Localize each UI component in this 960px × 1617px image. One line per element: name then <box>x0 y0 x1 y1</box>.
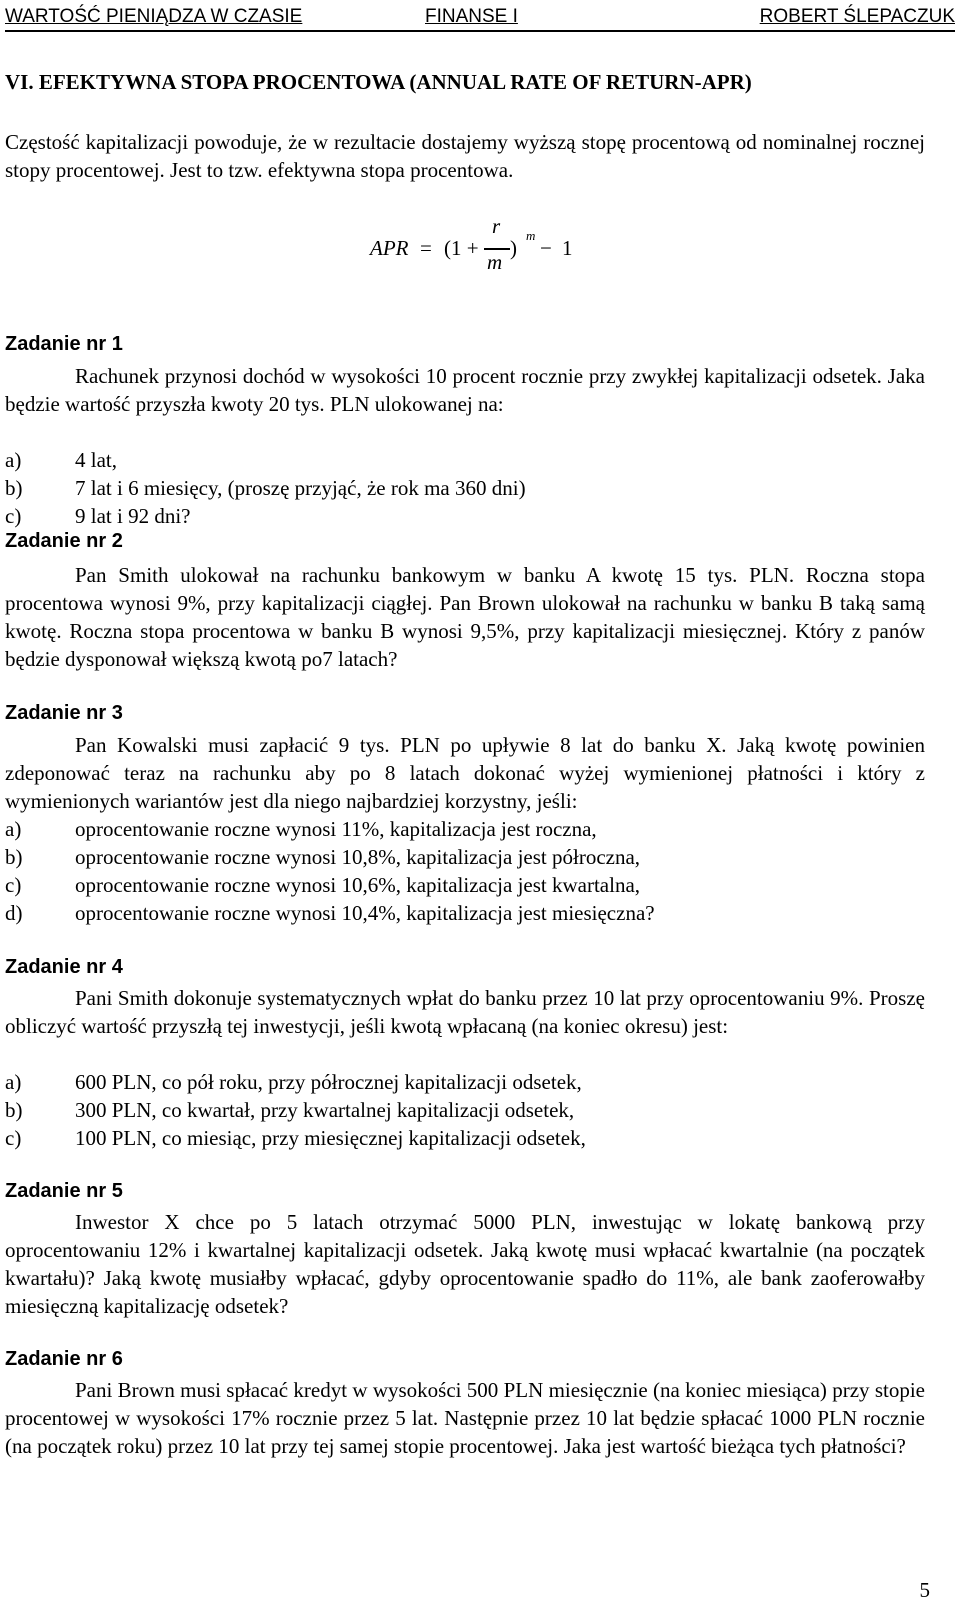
section-title: VI. EFEKTYWNA STOPA PROCENTOWA (ANNUAL RATE OF RETURN-APR) <box>5 70 752 94</box>
task-3-list <box>5 815 925 927</box>
list-item: a) 600 PLN, co pół roku, przy półrocznej kapitalizacji odsetek, <box>5 1070 582 1094</box>
formula-close: ) <box>510 236 517 260</box>
formula-minus: − <box>540 236 552 260</box>
list-item: c) 100 PLN, co miesiąc, przy miesięcznej kapitalizacji odsetek, <box>5 1126 586 1150</box>
list-item: c) 9 lat i 92 dni? <box>5 504 191 528</box>
header-center: FINANSE I <box>425 6 518 27</box>
list-item: b) oprocentowanie roczne wynosi 10,8%, kapitalizacja jest półroczna, <box>5 845 641 869</box>
formula-equals: = <box>420 236 432 260</box>
formula-one: 1 <box>562 236 573 260</box>
task-2-text: Pan Smith ulokował na rachunku bankowym w banku A kwotę 15 tys. PLN. Roczna stopa procentowa wynosi 9%, przy kapitalizacji ciągłej. Pan Brown ulokował na rachunku w banku B taką samą kwotę. Roczna stopa procentowa w banku B wynosi 9,5%, przy kapitalizacji miesięcznej. Który z panów będzie dysponował większą kwotą po7 latach? <box>5 563 925 671</box>
task-2-heading: Zadanie nr 2 <box>5 530 123 552</box>
header-right: ROBERT ŚLEPACZUK <box>759 6 955 27</box>
task-5-heading: Zadanie nr 5 <box>5 1180 123 1202</box>
task-6-text: Pani Brown musi spłacać kredyt w wysokości 500 PLN miesięcznie (na koniec miesiąca) przy stopie procentowej w wysokości 17% rocznie przez 5 lat. Następnie przez 10 lat będzie spłacać 1000 PLN rocznie (na początek roku) przez 10 lat przy tej samej stopie procentowej. Jaka jest wartość bieżąca tych płatności? <box>5 1378 925 1458</box>
task-1-text: Rachunek przynosi dochód w wysokości 10 procent rocznie przy zwykłej kapitalizacji odsetek. Jaka będzie wartość przyszła kwoty 20 tys. PLN ulokowanej na: <box>5 364 925 416</box>
task-5-text: Inwestor X chce po 5 latach otrzymać 5000 PLN, inwestując w lokatę bankową przy oprocentowaniu 12% i kwartalnej kapitalizacji odsetek. Jaką kwotę musi wpłacać kwartalnie (na początek kwartału)? Jaką kwotę musiałby wpłacać, gdyby oprocentowanie spadło do 11%, ale bank zaoferowałby miesięczną kapitalizację odsetek? <box>5 1210 925 1318</box>
list-item: b) 300 PLN, co kwartał, przy kwartalnej kapitalizacji odsetek, <box>5 1098 575 1122</box>
list-item: d) oprocentowanie roczne wynosi 10,4%, kapitalizacja jest miesięczna? <box>5 901 655 925</box>
task-4-text: Pani Smith dokonuje systematycznych wpłat do banku przez 10 lat przy oprocentowaniu 9%. Proszę obliczyć wartość przyszłą tej inwestycji, jeśli kwotą wpłacaną (na koniec okresu) jest: <box>5 986 925 1038</box>
header-left: WARTOŚĆ PIENIĄDZA W CZASIE <box>5 6 303 27</box>
list-item: b) 7 lat i 6 miesięcy, (proszę przyjąć, że rok ma 360 dni) <box>5 476 526 500</box>
formula-denominator: m <box>487 250 503 274</box>
formula-exponent: m <box>526 228 536 243</box>
task-3-text: Pan Kowalski musi zapłacić 9 tys. PLN po upływie 8 lat do banku X. Jaką kwotę powinien zdeponować teraz na rachunku aby po 8 latach dokonać wyżej wymienionej płatności i który z wymienionych wariantów jest dla niego najbardziej korzystny, jeśli: <box>5 733 925 813</box>
page-header <box>5 4 955 32</box>
intro-paragraph: Częstość kapitalizacji powoduje, że w rezultacie dostajemy wyższą stopę procentową od nominalnej rocznej stopy procentowej. Jest to tzw. efektywna stopa procentowa. <box>5 130 925 182</box>
list-item: a) oprocentowanie roczne wynosi 11%, kapitalizacja jest roczna, <box>5 817 597 841</box>
formula-lhs: APR <box>370 236 409 260</box>
formula-open: (1 + <box>444 236 479 260</box>
apr-formula <box>370 214 590 284</box>
task-4-heading: Zadanie nr 4 <box>5 956 123 978</box>
task-1-list <box>5 446 925 530</box>
list-item: c) oprocentowanie roczne wynosi 10,6%, kapitalizacja jest kwartalna, <box>5 873 641 897</box>
list-item: a) 4 lat, <box>5 448 117 472</box>
formula-numerator: r <box>492 214 501 238</box>
task-6-heading: Zadanie nr 6 <box>5 1348 123 1370</box>
task-3-heading: Zadanie nr 3 <box>5 702 123 724</box>
page-number: 5 <box>919 1578 930 1602</box>
task-4-list <box>5 1068 925 1152</box>
task-1-heading: Zadanie nr 1 <box>5 333 123 355</box>
